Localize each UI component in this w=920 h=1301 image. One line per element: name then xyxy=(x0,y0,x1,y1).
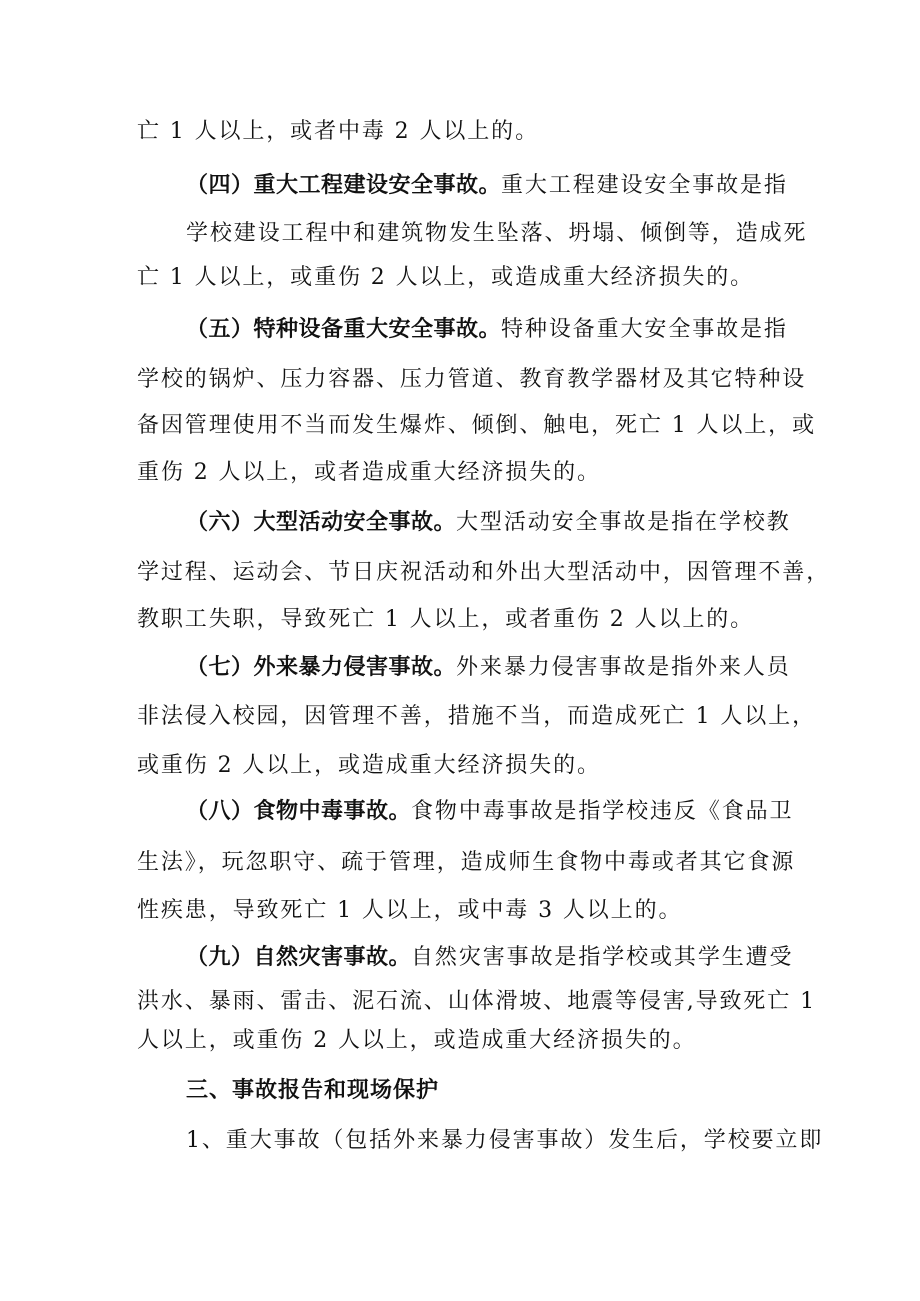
line-text: 备因管理使用不当而发生爆炸、倾倒、触电，死亡 1 人以上，或 xyxy=(137,413,816,438)
line-text: 亡 1 人以上，或重伤 2 人以上，或造成重大经济损失的。 xyxy=(137,265,755,290)
line-text: 重大工程建设安全事故是指 xyxy=(501,173,788,198)
section-heading-line xyxy=(186,943,797,973)
line-text: 食物中毒事故是指学校违反《食品卫 xyxy=(411,799,794,824)
paragraph-line xyxy=(137,365,807,395)
line-text: 大型活动安全事故是指在学校教 xyxy=(456,510,791,535)
section-title: （九）自然灾害事故。 xyxy=(186,945,412,970)
line-text: 人以上，或重伤 2 人以上，或造成重大经济损失的。 xyxy=(137,1028,697,1053)
section-heading-line xyxy=(186,653,797,683)
line-text: 亡 1 人以上，或者中毒 2 人以上的。 xyxy=(137,119,539,144)
paragraph-line xyxy=(137,702,816,732)
line-text: 1、重大事故（包括外来暴力侵害事故）发生后，学校要立即 xyxy=(186,1128,824,1153)
section-title: （七）外来暴力侵害事故。 xyxy=(186,655,457,680)
section-title: （八）食物中毒事故。 xyxy=(186,799,412,824)
paragraph-line xyxy=(137,263,797,293)
section-heading-line xyxy=(186,508,797,538)
section-title: （六）大型活动安全事故。 xyxy=(186,510,457,535)
paragraph-line xyxy=(137,1026,797,1056)
line-text: 或重伤 2 人以上，或造成重大经济损失的。 xyxy=(137,753,601,778)
line-text: 学校的锅炉、压力容器、压力管道、教育教学器材及其它特种设 xyxy=(137,367,807,392)
paragraph-line xyxy=(137,896,797,926)
section-heading-line xyxy=(186,797,797,827)
paragraph-line xyxy=(186,219,808,249)
line-text: 自然灾害事故是指学校或其学生遭受 xyxy=(411,945,794,970)
line-text: 性疾患，导致死亡 1 人以上，或中毒 3 人以上的。 xyxy=(137,898,683,923)
line-text: 重伤 2 人以上，或者造成重大经济损失的。 xyxy=(137,460,601,485)
line-text: 学过程、运动会、节日庆祝活动和外出大型活动中，因管理不善， xyxy=(137,560,831,585)
paragraph-line xyxy=(137,411,816,441)
line-text: 洪水、暴雨、雷击、泥石流、山体滑坡、地震等侵害,导致死亡 1 xyxy=(137,989,816,1014)
line-text: 学校建设工程中和建筑物发生坠落、坍塌、倾倒等，造成死 xyxy=(186,221,808,246)
paragraph-line xyxy=(137,558,831,588)
paragraph-line xyxy=(186,1126,824,1156)
paragraph-line xyxy=(137,848,797,878)
paragraph-line xyxy=(137,117,797,147)
line-text: 非法侵入校园，因管理不善，措施不当，而造成死亡 1 人以上， xyxy=(137,704,816,729)
paragraph-line xyxy=(137,751,797,781)
section-title: （四）重大工程建设安全事故。 xyxy=(186,173,502,198)
paragraph-line xyxy=(137,987,816,1017)
section-heading-line xyxy=(186,315,797,345)
line-text: 教职工失职，导致死亡 1 人以上，或者重伤 2 人以上的。 xyxy=(137,607,755,632)
section-title: （五）特种设备重大安全事故。 xyxy=(186,317,502,342)
chapter-heading xyxy=(186,1076,797,1106)
line-text: 生法》，玩忽职守、疏于管理，造成师生食物中毒或者其它食源 xyxy=(137,850,796,875)
line-text: 外来暴力侵害事故是指外来人员 xyxy=(456,655,791,680)
section-heading-line xyxy=(186,171,797,201)
line-text: 特种设备重大安全事故是指 xyxy=(501,317,788,342)
paragraph-line xyxy=(137,458,797,488)
heading-text: 三、事故报告和现场保护 xyxy=(186,1078,440,1103)
paragraph-line xyxy=(137,605,797,635)
